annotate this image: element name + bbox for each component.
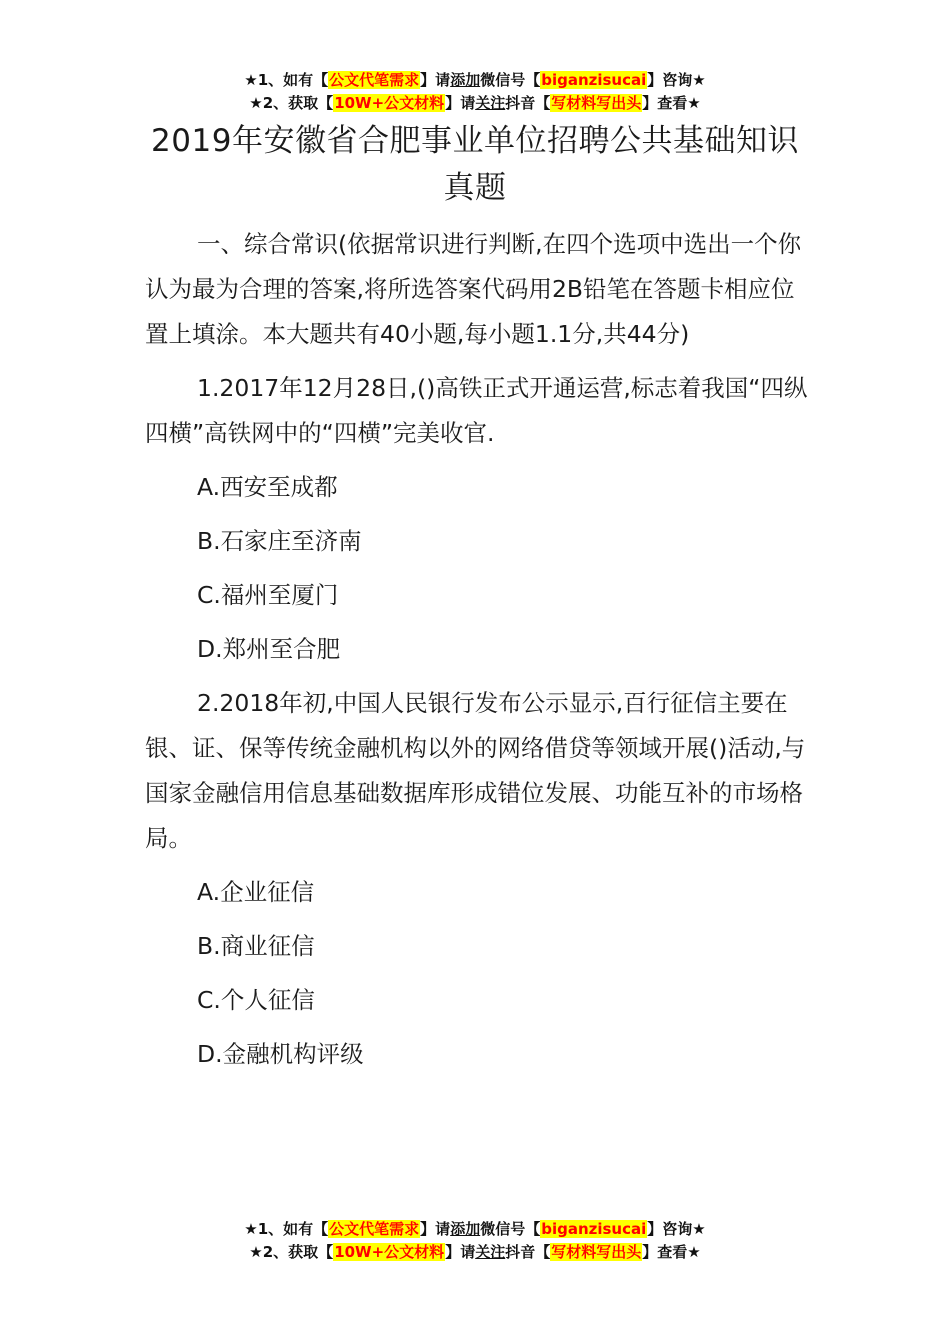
- banner-line-2: [0, 92, 950, 115]
- banner-highlight: 公文代笔需求: [329, 71, 420, 89]
- banner-text: 】咨询★: [647, 71, 706, 89]
- banner-text: 微信号【: [480, 1220, 541, 1238]
- question-1-option-c: C.福州至厦门: [197, 581, 339, 609]
- banner-text: 】查看★: [642, 1243, 701, 1261]
- banner-text: 抖音【: [505, 1243, 551, 1261]
- banner-highlight: 写材料写出头: [551, 1243, 642, 1261]
- question-2-option-c: C.个人征信: [197, 986, 315, 1014]
- banner-underlined: 关注: [475, 1243, 506, 1261]
- banner-line-2: [0, 1241, 950, 1264]
- banner-line-1: [0, 69, 950, 92]
- document-body: [145, 222, 815, 1086]
- section-intro: 一、综合常识(依据常识进行判断,在四个选项中选出一个你认为最为合理的答案,将所选答案代码用2B铅笔在答题卡相应位置上填涂。本大题共有40小题,每小题1.1分,共44分): [145, 230, 802, 348]
- banner-text: 】请: [445, 94, 476, 112]
- banner-text: ★1、如有【: [244, 71, 329, 89]
- banner-underlined: 添加: [450, 1220, 481, 1238]
- banner-text: ★2、获取【: [249, 94, 334, 112]
- banner-text: 】请: [420, 1220, 451, 1238]
- question-1-option-d: D.郑州至合肥: [197, 635, 341, 663]
- banner-text: ★2、获取【: [249, 1243, 334, 1261]
- banner-text: 】请: [420, 71, 451, 89]
- banner-text: 微信号【: [480, 71, 541, 89]
- question-2-option-b: B.商业征信: [197, 932, 315, 960]
- banner-underlined: 添加: [450, 71, 481, 89]
- banner-highlight: biganzisucai: [541, 1220, 647, 1238]
- question-2-option-a: A.企业征信: [197, 878, 315, 906]
- banner-text: 】请: [445, 1243, 476, 1261]
- banner-highlight: 10W+公文材料: [334, 1243, 445, 1261]
- banner-text: ★1、如有【: [244, 1220, 329, 1238]
- question-1-option-b: B.石家庄至济南: [197, 527, 362, 555]
- question-2-option-d: D.金融机构评级: [197, 1040, 364, 1068]
- banner-text: 抖音【: [505, 94, 551, 112]
- banner-text: 】咨询★: [647, 1220, 706, 1238]
- banner-highlight: 写材料写出头: [551, 94, 642, 112]
- question-2-stem: 2.2018年初,中国人民银行发布公示显示,百行征信主要在银、证、保等传统金融机构以外的网络借贷等领域开展()活动,与国家金融信用信息基础数据库形成错位发展、功能互补的市场格局。: [145, 689, 806, 852]
- banner-underlined: 关注: [475, 94, 506, 112]
- banner-highlight: 10W+公文材料: [334, 94, 445, 112]
- banner-highlight: 公文代笔需求: [329, 1220, 420, 1238]
- footer-banner: [0, 1218, 950, 1264]
- header-banner: [0, 69, 950, 115]
- banner-highlight: biganzisucai: [541, 71, 647, 89]
- question-1-stem: 1.2017年12月28日,()高铁正式开通运营,标志着我国“四纵四横”高铁网中的“四横”完美收官.: [145, 374, 808, 447]
- question-1-option-a: A.西安至成都: [197, 473, 338, 501]
- banner-text: 】查看★: [642, 94, 701, 112]
- banner-line-1: [0, 1218, 950, 1241]
- document-title: 2019年安徽省合肥事业单位招聘公共基础知识真题: [151, 123, 799, 206]
